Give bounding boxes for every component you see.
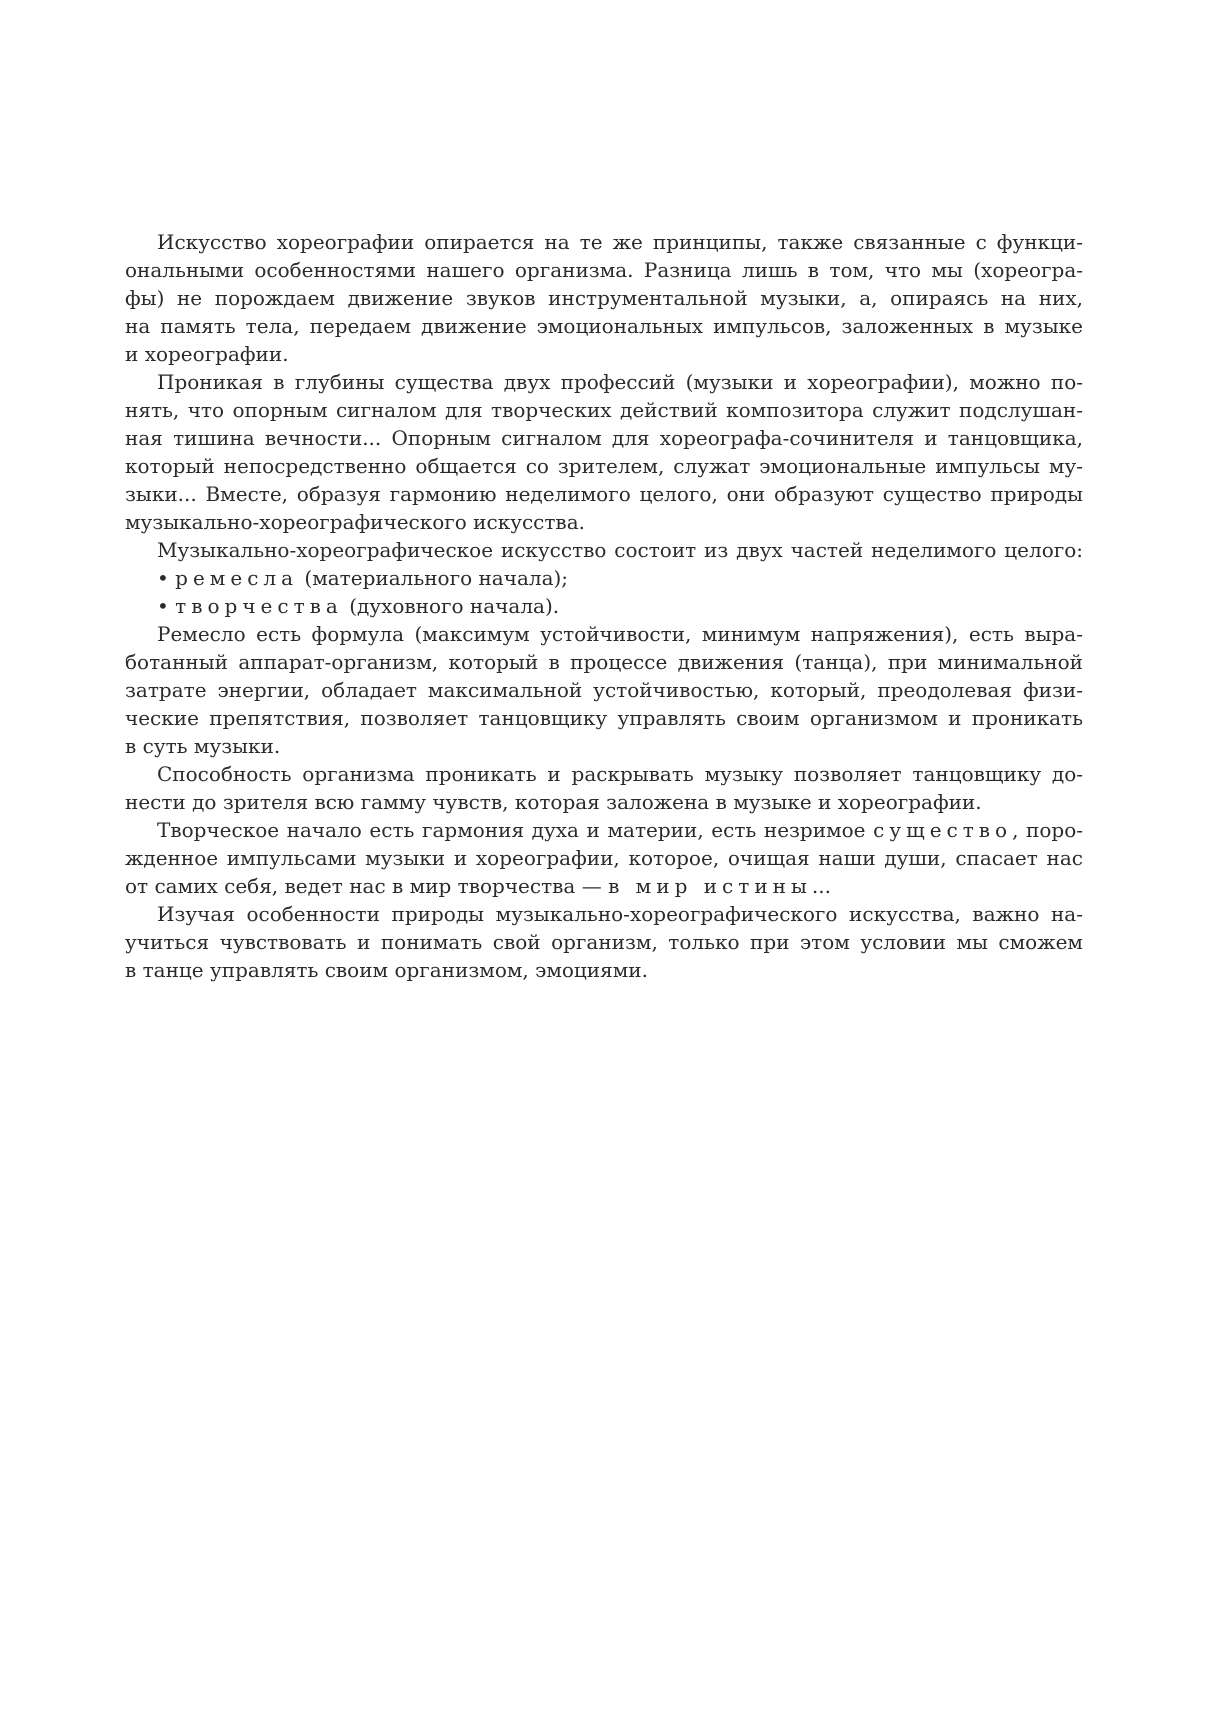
text-line: Искусство хореографии опирается на те же принципы, также связанные с функци- bbox=[157, 230, 1083, 254]
text-line: который непосредственно общается со зрителем, служат эмоциональные импульсы му- bbox=[125, 454, 1083, 478]
text-line: затрате энергии, обладает максимальной устойчивостью, который, преодолевая физи- bbox=[125, 678, 1083, 702]
text-line: в танце управлять своим организмом, эмоциями. bbox=[125, 958, 648, 982]
text-line: Ремесло есть формула (максимум устойчивости, минимум напряжения), есть выра- bbox=[157, 622, 1083, 646]
text-line: зыки... Вместе, образуя гармонию неделимого целого, они образуют существо природы bbox=[125, 482, 1083, 506]
text-line: в суть музыки. bbox=[125, 734, 281, 758]
text-segment: Творческое начало есть гармония духа и материи, есть незримое bbox=[157, 818, 866, 842]
text-line: нять, что опорным сигналом для творческих действий композитора служит подслушан- bbox=[125, 398, 1083, 422]
bullet: • bbox=[157, 566, 169, 590]
text-segment: ... bbox=[811, 874, 831, 898]
text-line: жденное импульсами музыки и хореографии, которое, очищая наши души, спасает нас bbox=[125, 846, 1083, 870]
text-line: ная тишина вечности... Опорным сигналом для хореографа-сочинителя и танцовщика, bbox=[125, 426, 1083, 450]
text-segment: от самих себя, ведет нас в мир творчества — bbox=[125, 874, 602, 898]
list-item-text: (материального начала); bbox=[304, 566, 569, 590]
text-line: Музыкально-хореографическое искусство состоит из двух частей неделимого целого: bbox=[157, 538, 1083, 562]
text-line bbox=[125, 872, 1083, 900]
list-item bbox=[125, 564, 1083, 592]
text-line: Изучая особенности природы музыкально-хореографического искусства, важно на- bbox=[157, 902, 1083, 926]
text-line: учиться чувствовать и понимать свой организм, только при этом условии мы сможем bbox=[125, 930, 1083, 954]
text-line: на память тела, передаем движение эмоциональных импульсов, заложенных в музыке bbox=[125, 314, 1083, 338]
text-line: ботанный аппарат-организм, который в процессе движения (танца), при минимальной bbox=[125, 650, 1083, 674]
text-line: музыкально-хореографического искусства. bbox=[125, 510, 585, 534]
spaced-term: существо bbox=[873, 818, 1013, 842]
text-line: Способность организма проникать и раскрывать музыку позволяет танцовщику до- bbox=[157, 762, 1083, 786]
text-line: нести до зрителя всю гамму чувств, которая заложена в музыке и хореографии. bbox=[125, 790, 982, 814]
text-line: Проникая в глубины существа двух профессий (музыки и хореографии), можно по- bbox=[157, 370, 1083, 394]
bullet: • bbox=[157, 594, 169, 618]
text-line: фы) не порождаем движение звуков инструментальной музыки, а, опираясь на них, bbox=[125, 286, 1083, 310]
spaced-term: в мир истины bbox=[608, 874, 812, 898]
list-item-text: (духовного начала). bbox=[349, 594, 560, 618]
text-segment: , поро- bbox=[1012, 818, 1084, 842]
text-line: и хореографии. bbox=[125, 342, 289, 366]
spaced-term: ремесла bbox=[175, 566, 299, 590]
text-line bbox=[125, 816, 1083, 844]
spaced-term: творчества bbox=[175, 594, 343, 618]
text-line: ональными особенностями нашего организма. Разница лишь в том, что мы (хореогра- bbox=[125, 258, 1083, 282]
text-line: ческие препятствия, позволяет танцовщику управлять своим организмом и проникать bbox=[125, 706, 1083, 730]
document-page bbox=[125, 228, 1083, 984]
list-item bbox=[125, 592, 1083, 620]
